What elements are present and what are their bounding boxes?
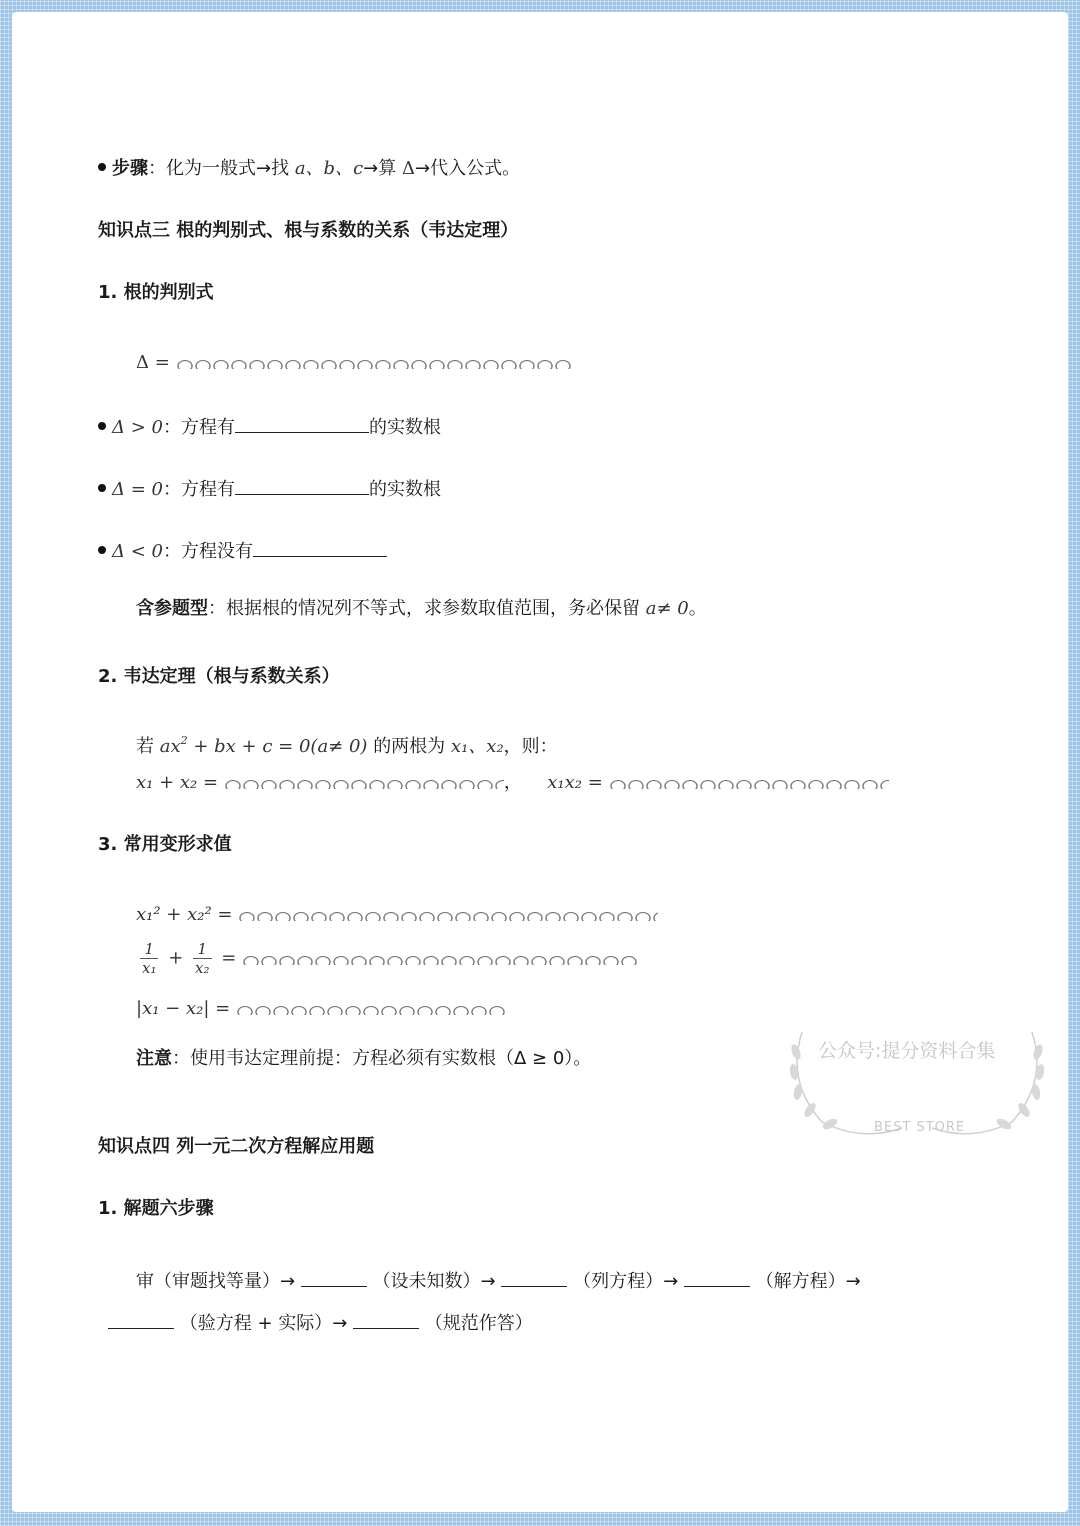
delta-formula: Δ = bbox=[136, 354, 572, 372]
bullet-delta-positive: Δ > 0：方程有 的实数根 bbox=[98, 416, 441, 437]
fill-blank[interactable] bbox=[235, 416, 369, 433]
fill-blank[interactable] bbox=[253, 540, 387, 557]
document-page bbox=[12, 12, 1068, 1512]
six-steps-line1: 审（审题找等量）→ （设未知数）→ （列方程）→ （解方程）→ bbox=[136, 1271, 861, 1292]
fill-blank[interactable] bbox=[501, 1270, 567, 1287]
product-placeholder bbox=[609, 777, 889, 789]
sum-of-squares: x₁² + x₂² = bbox=[136, 906, 658, 924]
watermark-store: BEST STORE bbox=[874, 1120, 966, 1135]
formula-placeholder bbox=[176, 357, 572, 369]
section2-title: 2. 韦达定理（根与系数关系） bbox=[98, 666, 340, 687]
section3-title: 3. 常用变形求值 bbox=[98, 834, 232, 855]
bullet-delta-negative: Δ < 0：方程没有 bbox=[98, 540, 387, 561]
vieta-formulas: x₁ + x₂ = ， x₁x₂ = bbox=[136, 774, 889, 792]
section1-title: 1. 根的判别式 bbox=[98, 282, 214, 303]
steps-label: 步骤 bbox=[112, 158, 148, 179]
watermark-text: 公众号:提分资料合集 bbox=[818, 1040, 996, 1062]
attention-note: 注意：使用韦达定理前提：方程必须有实数根（Δ ≥ 0）。 bbox=[136, 1048, 592, 1069]
sum-of-reciprocals: $\frac{1}{\text{x₁}}$ + $\frac{1}{\text{x₂}}$ = bbox=[136, 940, 638, 977]
abc-vars: a、b、c bbox=[294, 158, 364, 179]
fill-blank[interactable] bbox=[235, 478, 369, 495]
kp3-title: 知识点三 根的判别式、根与系数的关系（韦达定理） bbox=[98, 220, 519, 241]
param-note: 含参题型：根据根的情况列不等式，求参数取值范围，务必保留 a≠ 0。 bbox=[136, 598, 707, 619]
watermark bbox=[782, 1022, 1052, 1142]
fill-blank[interactable] bbox=[684, 1270, 750, 1287]
sum-placeholder bbox=[224, 777, 504, 789]
fill-blank[interactable] bbox=[108, 1312, 174, 1329]
steps-line: 步骤：化为一般式→找 a、b、c→算 Δ→代入公式。 bbox=[98, 160, 520, 178]
bullet-dot bbox=[98, 163, 106, 171]
kp4-title: 知识点四 列一元二次方程解应用题 bbox=[98, 1136, 375, 1157]
vieta-statement: 若 $ax^2$ + bx + c = 0(a≠ 0) 的两根为 x₁、x₂，则： bbox=[136, 734, 558, 757]
fill-blank[interactable] bbox=[301, 1270, 367, 1287]
fill-blank[interactable] bbox=[353, 1312, 419, 1329]
section41-title: 1. 解题六步骤 bbox=[98, 1198, 214, 1219]
six-steps-line2: （验方程 + 实际）→ （规范作答） bbox=[108, 1312, 533, 1333]
abs-difference: |x₁ − x₂| = bbox=[136, 1000, 506, 1018]
bullet-delta-zero: Δ = 0：方程有 的实数根 bbox=[98, 478, 441, 499]
